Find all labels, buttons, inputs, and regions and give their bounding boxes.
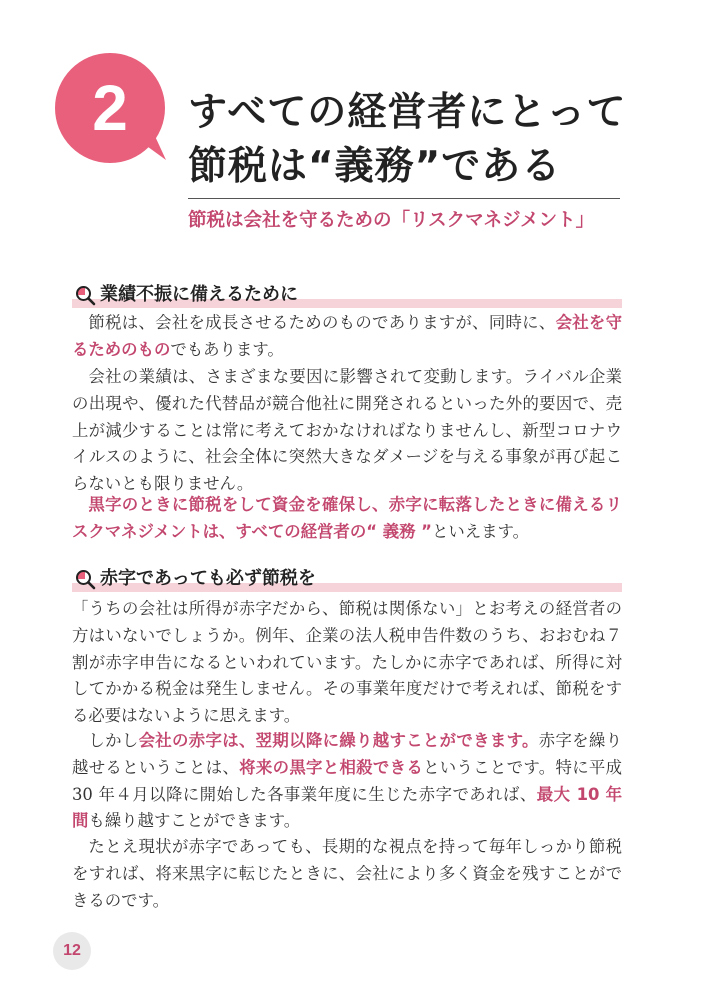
chapter-number: 2	[92, 72, 128, 144]
magnifier-icon	[74, 284, 96, 306]
text-run: 赤字を繰り越せるということは、	[72, 731, 623, 777]
text-run: 節税は、会社を成長させるためのものでありますが、同時に、	[88, 313, 556, 332]
section-heading-2	[72, 566, 622, 592]
section1-paragraph3	[72, 492, 622, 546]
text-run: も繰り越すことができます。	[88, 811, 301, 831]
text-run: しかし	[88, 731, 139, 750]
section2-paragraph1: 「うちの会社は所得が赤字だから、節税は関係ない」とお考えの経営者の方はいないでしょうか。例年、企業の法人税申告件数のうち、おおむね７割が赤字申告になるといわれています。たしかに赤字であれば、所得に対してかかる税金は発生しません。その事業年度だけで考えれば、節税をする必要はないように思えます。	[72, 599, 622, 726]
emphasis-text: 最大 10 年間	[72, 784, 622, 831]
emphasis-text: 会社の赤字は、翌期以降に繰り越すことができます。	[138, 731, 539, 750]
chapter-title-line2: 節税は“義務”である	[188, 144, 562, 189]
section-heading-label: 業績不振に備えるために	[100, 284, 298, 305]
section2-paragraph2	[72, 728, 622, 835]
page-number: 12	[53, 932, 91, 970]
section2-paragraph3: たとえ現状が赤字であっても、長期的な視点を持って毎年しっかり節税をすれば、将来黒字に転じたときに、会社により多く資金を残すことができるのです。	[72, 837, 622, 910]
text-run: でもあります。	[170, 339, 284, 359]
chapter-subtitle: 節税は会社を守るための「リスクマネジメント」	[188, 210, 595, 231]
emphasis-text: 将来の黒字と相殺できる	[239, 757, 424, 777]
chapter-title-line1: すべての経営者にとって	[188, 90, 627, 135]
magnifier-icon	[74, 568, 96, 590]
text-run: ということです。特に平成 30 年４月以降に開始した各事業年度に生じた赤字であれば、	[72, 757, 623, 804]
section1-paragraph1	[72, 310, 622, 364]
emphasis-text: 黒字のときに節税をして資金を確保し、赤字に転落したときに備えるリスクマネジメントは、すべての経営者の“ 義務 ”	[72, 495, 622, 541]
title-divider	[188, 198, 620, 199]
chapter-number-badge	[54, 52, 172, 170]
emphasis-text: 会社を守るためのもの	[72, 313, 623, 359]
chapter-title	[188, 86, 668, 194]
section-heading-label: 赤字であっても必ず節税を	[100, 568, 316, 589]
section1-paragraph2: 会社の業績は、さまざまな要因に影響されて変動します。ライバル企業の出現や、優れた代替品が競合他社に開発されるといった外的要因で、売上が減少することは常に考えておかなければなりませんし、新型コロナウイルスのように、社会全体に突然大きなダメージを与える事象が再び起こらないとも限りません。	[72, 367, 622, 494]
section-heading-1	[72, 282, 622, 308]
text-run: といえます。	[431, 521, 529, 541]
